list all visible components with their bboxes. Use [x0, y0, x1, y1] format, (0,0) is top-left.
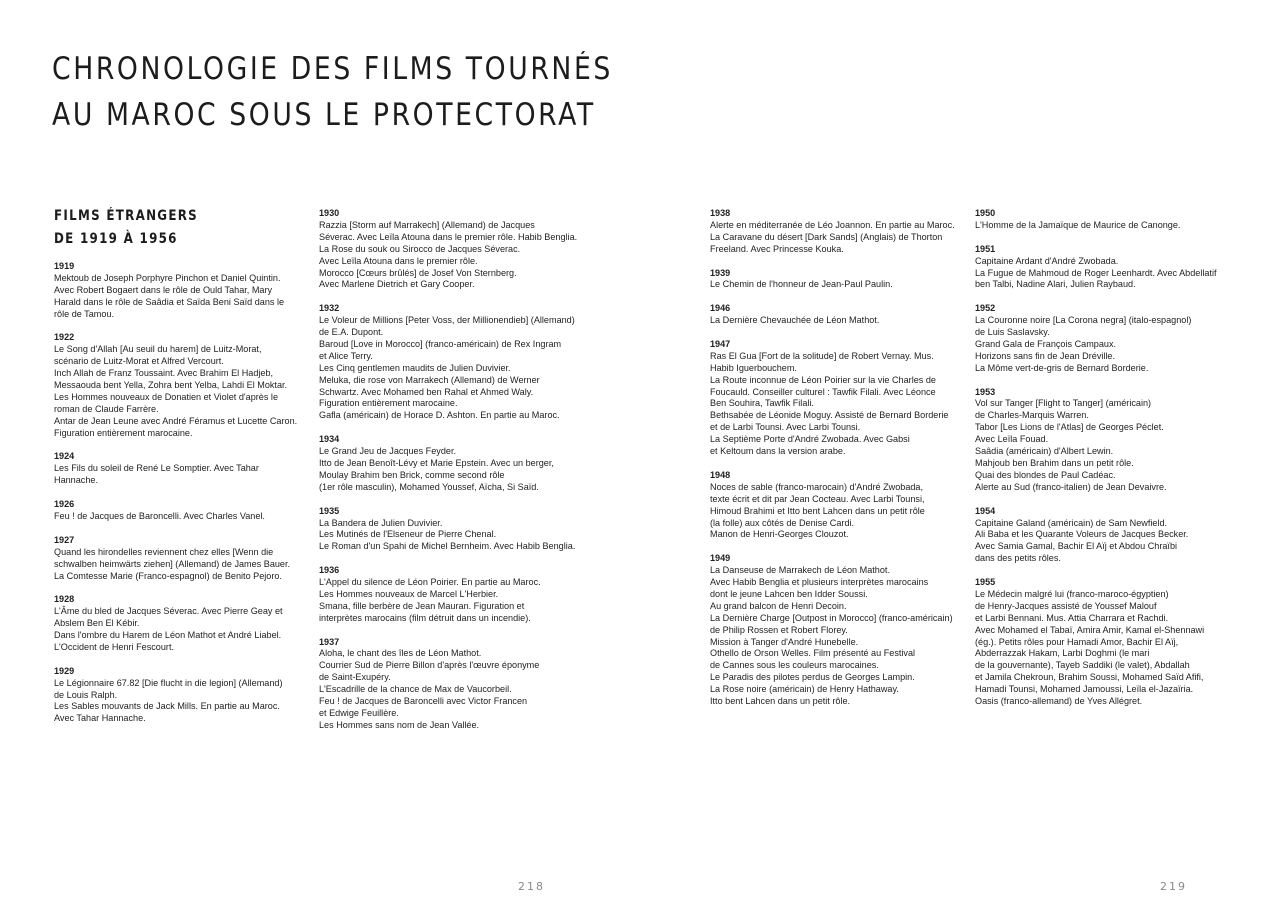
film-line: et Jamila Chekroun, Brahim Soussi, Mohamed Saïd Afifi, [975, 672, 1204, 683]
film-line: et de Larbi Tounsi. Avec Larbi Tounsi. [710, 422, 861, 433]
film-line: La Comtesse Marie (Franco-espagnol) de Benito Pejoro. [54, 570, 282, 581]
film-line: Le Chemin de l'honneur de Jean-Paul Paulin. [710, 279, 893, 290]
year-entry [975, 208, 1245, 232]
year-label: 1934 [319, 434, 340, 445]
film-line: Oasis (franco-allemand) de Yves Allégret. [975, 696, 1143, 707]
year-label: 1930 [319, 208, 340, 218]
film-line: Dans l'ombre du Harem de Léon Mathot et André Liabel. [54, 630, 282, 641]
film-line: Abslem Ben El Kébir. [54, 618, 140, 629]
year-entry [975, 244, 1245, 292]
film-line: Figuration entièrement marocaine. [54, 427, 193, 438]
film-line: Saâdia (américain) d'Albert Lewin. [975, 446, 1114, 457]
year-label: 1936 [319, 565, 340, 576]
film-line: Avec Tahar Hannache. [54, 713, 146, 724]
section-heading-line: FILMS ÉTRANGERS [54, 208, 199, 224]
film-line: de Louis Ralph. [54, 689, 118, 700]
film-line: Gafla (américain) de Horace D. Ashton. En partie au Maroc. [319, 410, 560, 421]
film-line: Quand les hirondelles reviennent chez elles [Wenn die [54, 546, 274, 557]
film-line: Himoud Brahimi et Itto bent Lahcen dans un petit rôle [710, 505, 925, 516]
film-line: Capitaine Ardant d'André Zwobada. [975, 255, 1119, 266]
film-line: La Fugue de Mahmoud de Roger Leenhardt. Avec Abdellatif [975, 267, 1217, 278]
film-line: Avec Habib Benglia et plusieurs interprètes marocains [710, 577, 929, 588]
film-line: Moulay Brahim ben Brick, comme second rôle [319, 469, 505, 480]
year-entry [710, 553, 955, 708]
film-line: Harald dans le rôle de Saâdia et Saïda Beni Saïd dans le [54, 296, 285, 307]
year-entry [710, 303, 955, 327]
film-line: L'Escadrille de la chance de Max de Vaucorbeil. [319, 684, 512, 695]
year-label: 1946 [710, 303, 731, 314]
section-heading [54, 205, 198, 251]
year-label: 1949 [710, 553, 731, 564]
year-label: 1935 [319, 505, 340, 516]
year-label: 1919 [54, 261, 75, 271]
year-label: 1954 [975, 505, 996, 516]
year-label: 1937 [319, 636, 340, 647]
year-label: 1950 [975, 208, 996, 218]
film-line: Antar de Jean Leune avec André Féramus et Lucette Caron. [54, 415, 298, 426]
film-line: Baroud [Love in Morocco] (franco-américain) de Rex Ingram [319, 338, 562, 349]
film-line: Inch Allah de Franz Toussaint. Avec Brahim El Hadjeb, [54, 368, 274, 379]
film-line: Mahjoub ben Brahim dans un petit rôle. [975, 457, 1134, 468]
year-entry [319, 208, 584, 291]
film-line: Itto bent Lahcen dans un petit rôle. [710, 696, 851, 707]
film-line: Tabor [Les Lions de l'Atlas] de Georges Péclet. [975, 422, 1164, 433]
year-label: 1952 [975, 303, 996, 314]
film-line: et Keltoum dans la version arabe. [710, 446, 846, 457]
filmography-column-4 [975, 208, 1245, 720]
film-line: Hamadi Tounsi, Mohamed Jamoussi, Leïla el-Jazaïria. [975, 684, 1194, 695]
film-line: Quai des blondes de Paul Cadéac. [975, 469, 1116, 480]
page-number-left: 218 [518, 880, 545, 893]
year-label: 1928 [54, 594, 75, 605]
film-line: Vol sur Tanger [Flight to Tanger] (américain) [975, 398, 1152, 409]
film-line: roman de Claude Farrère. [54, 403, 159, 414]
year-label: 1947 [710, 338, 731, 349]
film-line: Ras El Gua [Fort de la solitude] de Robert Vernay. Mus. [710, 350, 934, 361]
year-entry [319, 506, 584, 554]
year-label: 1939 [710, 267, 731, 278]
film-line: Schwartz. Avec Mohamed ben Rahal et Ahmed Waly. [319, 386, 534, 397]
film-line: L'Âme du bled de Jacques Séverac. Avec Pierre Geay et [54, 606, 283, 617]
year-entry [975, 506, 1245, 566]
film-line: Othello de Orson Welles. Film présenté au Festival [710, 648, 916, 659]
film-line: Habib Iguerbouchem. [710, 362, 797, 373]
year-entry [54, 332, 299, 439]
year-label: 1938 [710, 208, 731, 218]
film-line: Les Mutinés de l'Elseneur de Pierre Chenal. [319, 529, 497, 540]
year-entry [54, 261, 299, 321]
year-label: 1948 [710, 469, 731, 480]
film-line: Le Song d'Allah [Au seuil du harem] de Luitz-Morat, [54, 344, 262, 355]
film-line: Les Fils du soleil de René Le Somptier. Avec Tahar Hannache. [54, 463, 259, 486]
film-line: Grand Gala de François Campaux. [975, 338, 1117, 349]
film-line: Avec Marlene Dietrich et Gary Cooper. [319, 279, 475, 290]
film-line: La Bandera de Julien Duvivier. [319, 517, 443, 528]
year-label: 1929 [54, 665, 75, 676]
film-line: La Caravane du désert [Dark Sands] (Anglais) de Thorton [710, 231, 943, 242]
film-line: Bethsabée de Léonide Moguy. Assisté de Bernard Borderie [710, 410, 949, 421]
film-line: de Henry-Jacques assisté de Youssef Malouf [975, 600, 1157, 611]
film-line: Le Paradis des pilotes perdus de Georges Lampin. [710, 672, 915, 683]
film-line: Foucauld. Conseiller culturel : Tawfik Filali. Avec Léonce [710, 386, 936, 397]
film-line: Figuration entièrement marocaine. [319, 398, 458, 409]
film-line: Aloha, le chant des îles de Léon Mathot. [319, 648, 482, 659]
film-line: de Cannes sous les couleurs marocaines. [710, 660, 879, 671]
section-heading-line: DE 1919 À 1956 [54, 231, 178, 247]
film-line: La Rose du souk ou Sirocco de Jacques Séverac. [319, 243, 521, 254]
film-line: L'Homme de la Jamaïque de Maurice de Canonge. [975, 219, 1181, 230]
year-label: 1926 [54, 499, 75, 510]
film-line: Feu ! de Jacques de Baroncelli avec Victor Francen [319, 696, 528, 707]
film-line: Le Voleur de Millions [Peter Voss, der Millionendieb] (Allemand) [319, 315, 575, 326]
film-line: Avec Samia Gamal, Bachir El Aïj et Abdou Chraïbi [975, 541, 1178, 552]
film-line: et Larbi Bennani. Mus. Attia Charrara et Rachdi. [975, 612, 1169, 623]
film-line: et Alice Terry. [319, 350, 373, 361]
film-line: (la folle) aux côtés de Denise Cardi. [710, 517, 855, 528]
film-line: Smana, fille berbère de Jean Mauran. Figuration et [319, 600, 525, 611]
film-line: La Rose noire (américain) de Henry Hathaway. [710, 684, 899, 695]
film-line: La Septième Porte d'André Zwobada. Avec Gabsi [710, 434, 910, 445]
film-line: La Danseuse de Marrakech de Léon Mathot. [710, 565, 890, 576]
film-line: Avec Leïla Fouad. [975, 434, 1049, 445]
film-line: La Môme vert-de-gris de Bernard Borderie. [975, 362, 1149, 373]
film-line: Avec Mohamed el Tabaï, Amira Amir, Kamal el-Shennawi [975, 624, 1205, 635]
film-line: Les Hommes nouveaux de Donatien et Violet d'après le [54, 391, 278, 402]
year-label: 1922 [54, 332, 75, 343]
film-line: Séverac. Avec Leïla Atouna dans le premier rôle. Habib Benglia. [319, 231, 578, 242]
film-line: de Luis Saslavsky. [975, 327, 1050, 338]
film-line: Noces de sable (franco-marocain) d'André Zwobada, [710, 481, 924, 492]
film-line: interprètes marocains (film détruit dans un incendie). [319, 612, 531, 623]
film-line: La Dernière Chevauchée de Léon Mathot. [710, 315, 880, 326]
film-line: Alerte au Sud (franco-italien) de Jean Devaivre. [975, 481, 1167, 492]
page-title-line: AU MAROC SOUS LE PROTECTORAT [52, 97, 596, 133]
year-label: 1953 [975, 386, 996, 397]
year-entry [319, 637, 584, 732]
film-line: de Charles-Marquis Warren. [975, 410, 1089, 421]
film-line: Messaouda bent Yella, Zohra bent Yelba, Lahdi El Moktar. [54, 380, 288, 391]
film-line: Les Cinq gentlemen maudits de Julien Duvivier. [319, 362, 511, 373]
film-line: de E.A. Dupont. [319, 327, 384, 338]
film-line: (ég.). Petits rôles pour Hamadi Amor, Bachir El Aïj, [975, 636, 1179, 647]
film-line: rôle de Tamou. [54, 308, 114, 319]
film-line: La Dernière Charge [Outpost in Morocco] (franco-américain) [710, 612, 953, 623]
film-line: L'Appel du silence de Léon Poirier. En partie au Maroc. [319, 577, 541, 588]
year-entry [975, 387, 1245, 494]
film-line: texte écrit et dit par Jean Cocteau. Avec Larbi Tounsi, [710, 493, 925, 504]
film-line: Capitaine Galand (américain) de Sam Newfield. [975, 517, 1168, 528]
film-line: Avec Leïla Atouna dans le premier rôle. [319, 255, 478, 266]
film-line: Ben Souhira, Tawfik Filali. [710, 398, 814, 409]
film-line: Le Roman d'un Spahi de Michel Bernheim. Avec Habib Benglia. [319, 541, 576, 552]
film-line: Razzia [Storm auf Marrakech] (Allemand) de Jacques [319, 219, 535, 230]
film-line: La Couronne noire [La Corona negra] (italo-espagnol) [975, 315, 1192, 326]
year-entry [710, 208, 955, 256]
film-line: schwalben heimwärts ziehen] (Allemand) de James Bauer. [54, 558, 291, 569]
year-entry [54, 594, 299, 654]
film-line: Feu ! de Jacques de Baroncelli. Avec Charles Vanel. [54, 510, 265, 521]
film-line: Freeland. Avec Princesse Kouka. [710, 243, 844, 254]
filmography-column-3 [710, 208, 955, 720]
film-line: ben Talbi, Nadine Alari, Julien Raybaud. [975, 279, 1136, 290]
film-line: (1er rôle masculin), Mohamed Youssef, Aïcha, Si Saïd. [319, 481, 539, 492]
film-line: La Route inconnue de Léon Poirier sur la vie Charles de [710, 374, 936, 385]
year-label: 1955 [975, 577, 996, 588]
film-line: Le Grand Jeu de Jacques Feyder. [319, 446, 456, 457]
film-line: Meluka, die rose von Marrakech (Allemand) de Werner [319, 374, 540, 385]
film-line: Alerte en méditerranée de Léo Joannon. En partie au Maroc. [710, 219, 955, 230]
page-title [52, 46, 613, 138]
year-entry [319, 565, 584, 625]
film-line: Mektoub de Joseph Porphyre Pinchon et Daniel Quintin. [54, 272, 281, 283]
year-entry [54, 535, 299, 583]
film-line: Itto de Jean Benoît-Lévy et Marie Epstein. Avec un berger, [319, 458, 554, 468]
year-entry [710, 268, 955, 292]
year-label: 1924 [54, 451, 75, 462]
film-line: de la gouvernante), Tayeb Saddiki (le valet), Abdallah [975, 660, 1190, 671]
year-label: 1951 [975, 243, 996, 254]
page-number-right: 219 [1160, 880, 1187, 893]
year-entry [54, 451, 299, 487]
year-entry [54, 499, 299, 523]
film-line: Courrier Sud de Pierre Billon d'après l'œuvre éponyme [319, 660, 540, 671]
film-line: Mission à Tanger d'André Hunebelle. [710, 636, 859, 647]
year-entry [975, 303, 1245, 374]
page-title-line: CHRONOLOGIE DES FILMS TOURNÉS [52, 51, 613, 87]
film-line: Horizons sans fin de Jean Dréville. [975, 350, 1116, 361]
year-entry [319, 434, 584, 494]
film-line: Avec Robert Bogaert dans le rôle de Ould Tahar, Mary [54, 284, 273, 295]
film-line: Au grand balcon de Henri Decoin. [710, 600, 847, 611]
filmography-column-1 [54, 261, 299, 737]
film-line: Manon de Henri-Georges Clouzot. [710, 529, 849, 540]
year-label: 1927 [54, 534, 75, 545]
year-label: 1932 [319, 303, 340, 314]
film-line: Les Hommes nouveaux de Marcel L'Herbier. [319, 588, 499, 599]
film-line: de Saint-Exupéry. [319, 672, 391, 683]
film-line: L'Occident de Henri Fescourt. [54, 641, 175, 652]
year-entry [319, 303, 584, 422]
year-entry [710, 470, 955, 541]
year-entry [54, 666, 299, 726]
film-line: Abderrazzak Hakam, Larbi Doghmi (le mari [975, 648, 1150, 659]
filmography-column-2 [319, 208, 584, 744]
film-line: et Edwige Feuillère. [319, 707, 399, 718]
film-line: Le Médecin malgré lui (franco-maroco-égyptien) [975, 588, 1169, 599]
film-line: Le Légionnaire 67.82 [Die flucht in die legion] (Allemand) [54, 677, 283, 688]
film-line: dans des petits rôles. [975, 553, 1061, 564]
film-line: Morocco [Cœurs brûlés] de Josef Von Sternberg. [319, 267, 517, 278]
film-line: scénario de Luitz-Morat et Alfred Vercourt. [54, 356, 224, 367]
film-line: dont le jeune Lahcen ben Idder Soussi. [710, 588, 868, 599]
year-entry [975, 577, 1245, 708]
year-entry [710, 339, 955, 458]
film-line: Les Sables mouvants de Jack Mills. En partie au Maroc. [54, 701, 280, 712]
film-line: Les Hommes sans nom de Jean Vallée. [319, 719, 480, 730]
film-line: Ali Baba et les Quarante Voleurs de Jacques Becker. [975, 529, 1189, 540]
film-line: de Philip Rossen et Robert Florey. [710, 624, 848, 635]
